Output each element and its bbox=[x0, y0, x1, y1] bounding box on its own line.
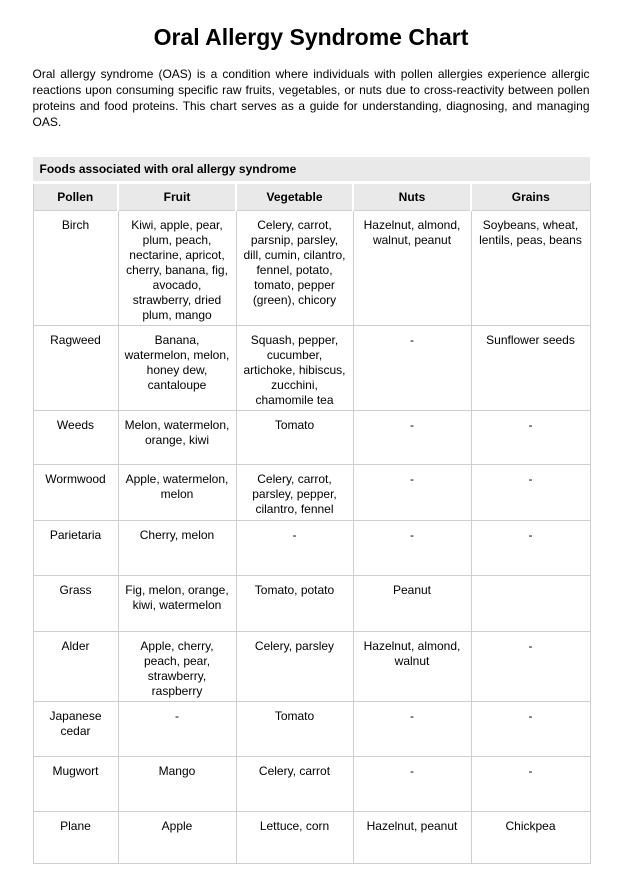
cell-nuts: - bbox=[353, 411, 471, 465]
cell-nuts: - bbox=[353, 326, 471, 411]
table-row-wormwood bbox=[33, 465, 590, 521]
column-header-pollen: Pollen bbox=[33, 184, 118, 211]
cell-fruit: - bbox=[118, 702, 236, 757]
cell-vegetable: Celery, carrot, parsnip, parsley, dill, cumin, cilantro, fennel, potato, tomato, pepper (green), chicory bbox=[236, 211, 353, 326]
table-row-weeds bbox=[33, 411, 590, 465]
intro-paragraph: Oral allergy syndrome (OAS) is a condition where individuals with pollen allergies experience allergic reactions upon consuming specific raw fruits, vegetables, or nuts due to cross-reactivity between pollen proteins and food proteins. This chart serves as a guide for understanding, diagnosing, and managing OAS. bbox=[32, 67, 590, 129]
cell-vegetable: Tomato, potato bbox=[236, 576, 353, 632]
cell-grains: Sunflower seeds bbox=[471, 326, 590, 411]
cell-fruit: Cherry, melon bbox=[118, 521, 236, 576]
cell-vegetable: Celery, carrot, parsley, pepper, cilantro, fennel bbox=[236, 465, 353, 521]
cell-vegetable: Lettuce, corn bbox=[236, 812, 353, 864]
cell-grains: Chickpea bbox=[471, 812, 590, 864]
table-section-header bbox=[33, 157, 590, 181]
cell-fruit: Apple bbox=[118, 812, 236, 864]
cell-pollen: Birch bbox=[33, 211, 118, 326]
column-header-nuts: Nuts bbox=[353, 184, 471, 211]
column-header-grains: Grains bbox=[471, 184, 590, 211]
cell-nuts: - bbox=[353, 521, 471, 576]
cell-nuts: Hazelnut, almond, walnut bbox=[353, 632, 471, 702]
cell-vegetable: - bbox=[236, 521, 353, 576]
table-section-title: Foods associated with oral allergy syndrome bbox=[39, 162, 297, 176]
cell-pollen: Mugwort bbox=[33, 757, 118, 812]
cell-pollen: Weeds bbox=[33, 411, 118, 465]
cell-fruit: Apple, cherry, peach, pear, strawberry, raspberry bbox=[118, 632, 236, 702]
page-title: Oral Allergy Syndrome Chart bbox=[153, 24, 469, 50]
cell-grains: - bbox=[471, 521, 590, 576]
cell-nuts: Peanut bbox=[353, 576, 471, 632]
cell-fruit: Apple, watermelon, melon bbox=[118, 465, 236, 521]
cell-vegetable: Tomato bbox=[236, 411, 353, 465]
column-header-vegetable: Vegetable bbox=[236, 184, 353, 211]
cell-nuts: Hazelnut, peanut bbox=[353, 812, 471, 864]
cell-pollen: Japanese cedar bbox=[33, 702, 118, 757]
cell-grains: Soybeans, wheat, lentils, peas, beans bbox=[471, 211, 590, 326]
table-row-birch bbox=[33, 211, 590, 326]
table-row-ragweed bbox=[33, 326, 590, 411]
cell-vegetable: Celery, parsley bbox=[236, 632, 353, 702]
cell-pollen: Alder bbox=[33, 632, 118, 702]
cell-fruit: Banana, watermelon, melon, honey dew, cantaloupe bbox=[118, 326, 236, 411]
cell-grains: - bbox=[471, 465, 590, 521]
cell-pollen: Wormwood bbox=[33, 465, 118, 521]
cell-pollen: Grass bbox=[33, 576, 118, 632]
cell-pollen: Parietaria bbox=[33, 521, 118, 576]
table-row-plane bbox=[33, 812, 590, 864]
cell-vegetable: Celery, carrot bbox=[236, 757, 353, 812]
cell-pollen: Plane bbox=[33, 812, 118, 864]
cell-grains: - bbox=[471, 632, 590, 702]
table-header-row bbox=[33, 184, 590, 211]
cell-grains: - bbox=[471, 702, 590, 757]
cell-pollen: Ragweed bbox=[33, 326, 118, 411]
cell-grains bbox=[471, 576, 590, 632]
oas-table bbox=[33, 183, 591, 864]
cell-fruit: Kiwi, apple, pear, plum, peach, nectarine, apricot, cherry, banana, fig, avocado, strawberry, dried plum, mango bbox=[118, 211, 236, 326]
document-page bbox=[33, 0, 590, 864]
cell-grains: - bbox=[471, 757, 590, 812]
cell-nuts: - bbox=[353, 757, 471, 812]
cell-fruit: Melon, watermelon, orange, kiwi bbox=[118, 411, 236, 465]
cell-vegetable: Tomato bbox=[236, 702, 353, 757]
cell-nuts: Hazelnut, almond, walnut, peanut bbox=[353, 211, 471, 326]
cell-vegetable: Squash, pepper, cucumber, artichoke, hibiscus, zucchini, chamomile tea bbox=[236, 326, 353, 411]
table-row-parietaria bbox=[33, 521, 590, 576]
cell-nuts: - bbox=[353, 465, 471, 521]
cell-nuts: - bbox=[353, 702, 471, 757]
table-row-grass bbox=[33, 576, 590, 632]
table-row-japanese-cedar bbox=[33, 702, 590, 757]
cell-fruit: Mango bbox=[118, 757, 236, 812]
table-row-alder bbox=[33, 632, 590, 702]
cell-grains: - bbox=[471, 411, 590, 465]
cell-fruit: Fig, melon, orange, kiwi, watermelon bbox=[118, 576, 236, 632]
column-header-fruit: Fruit bbox=[118, 184, 236, 211]
table-row-mugwort bbox=[33, 757, 590, 812]
